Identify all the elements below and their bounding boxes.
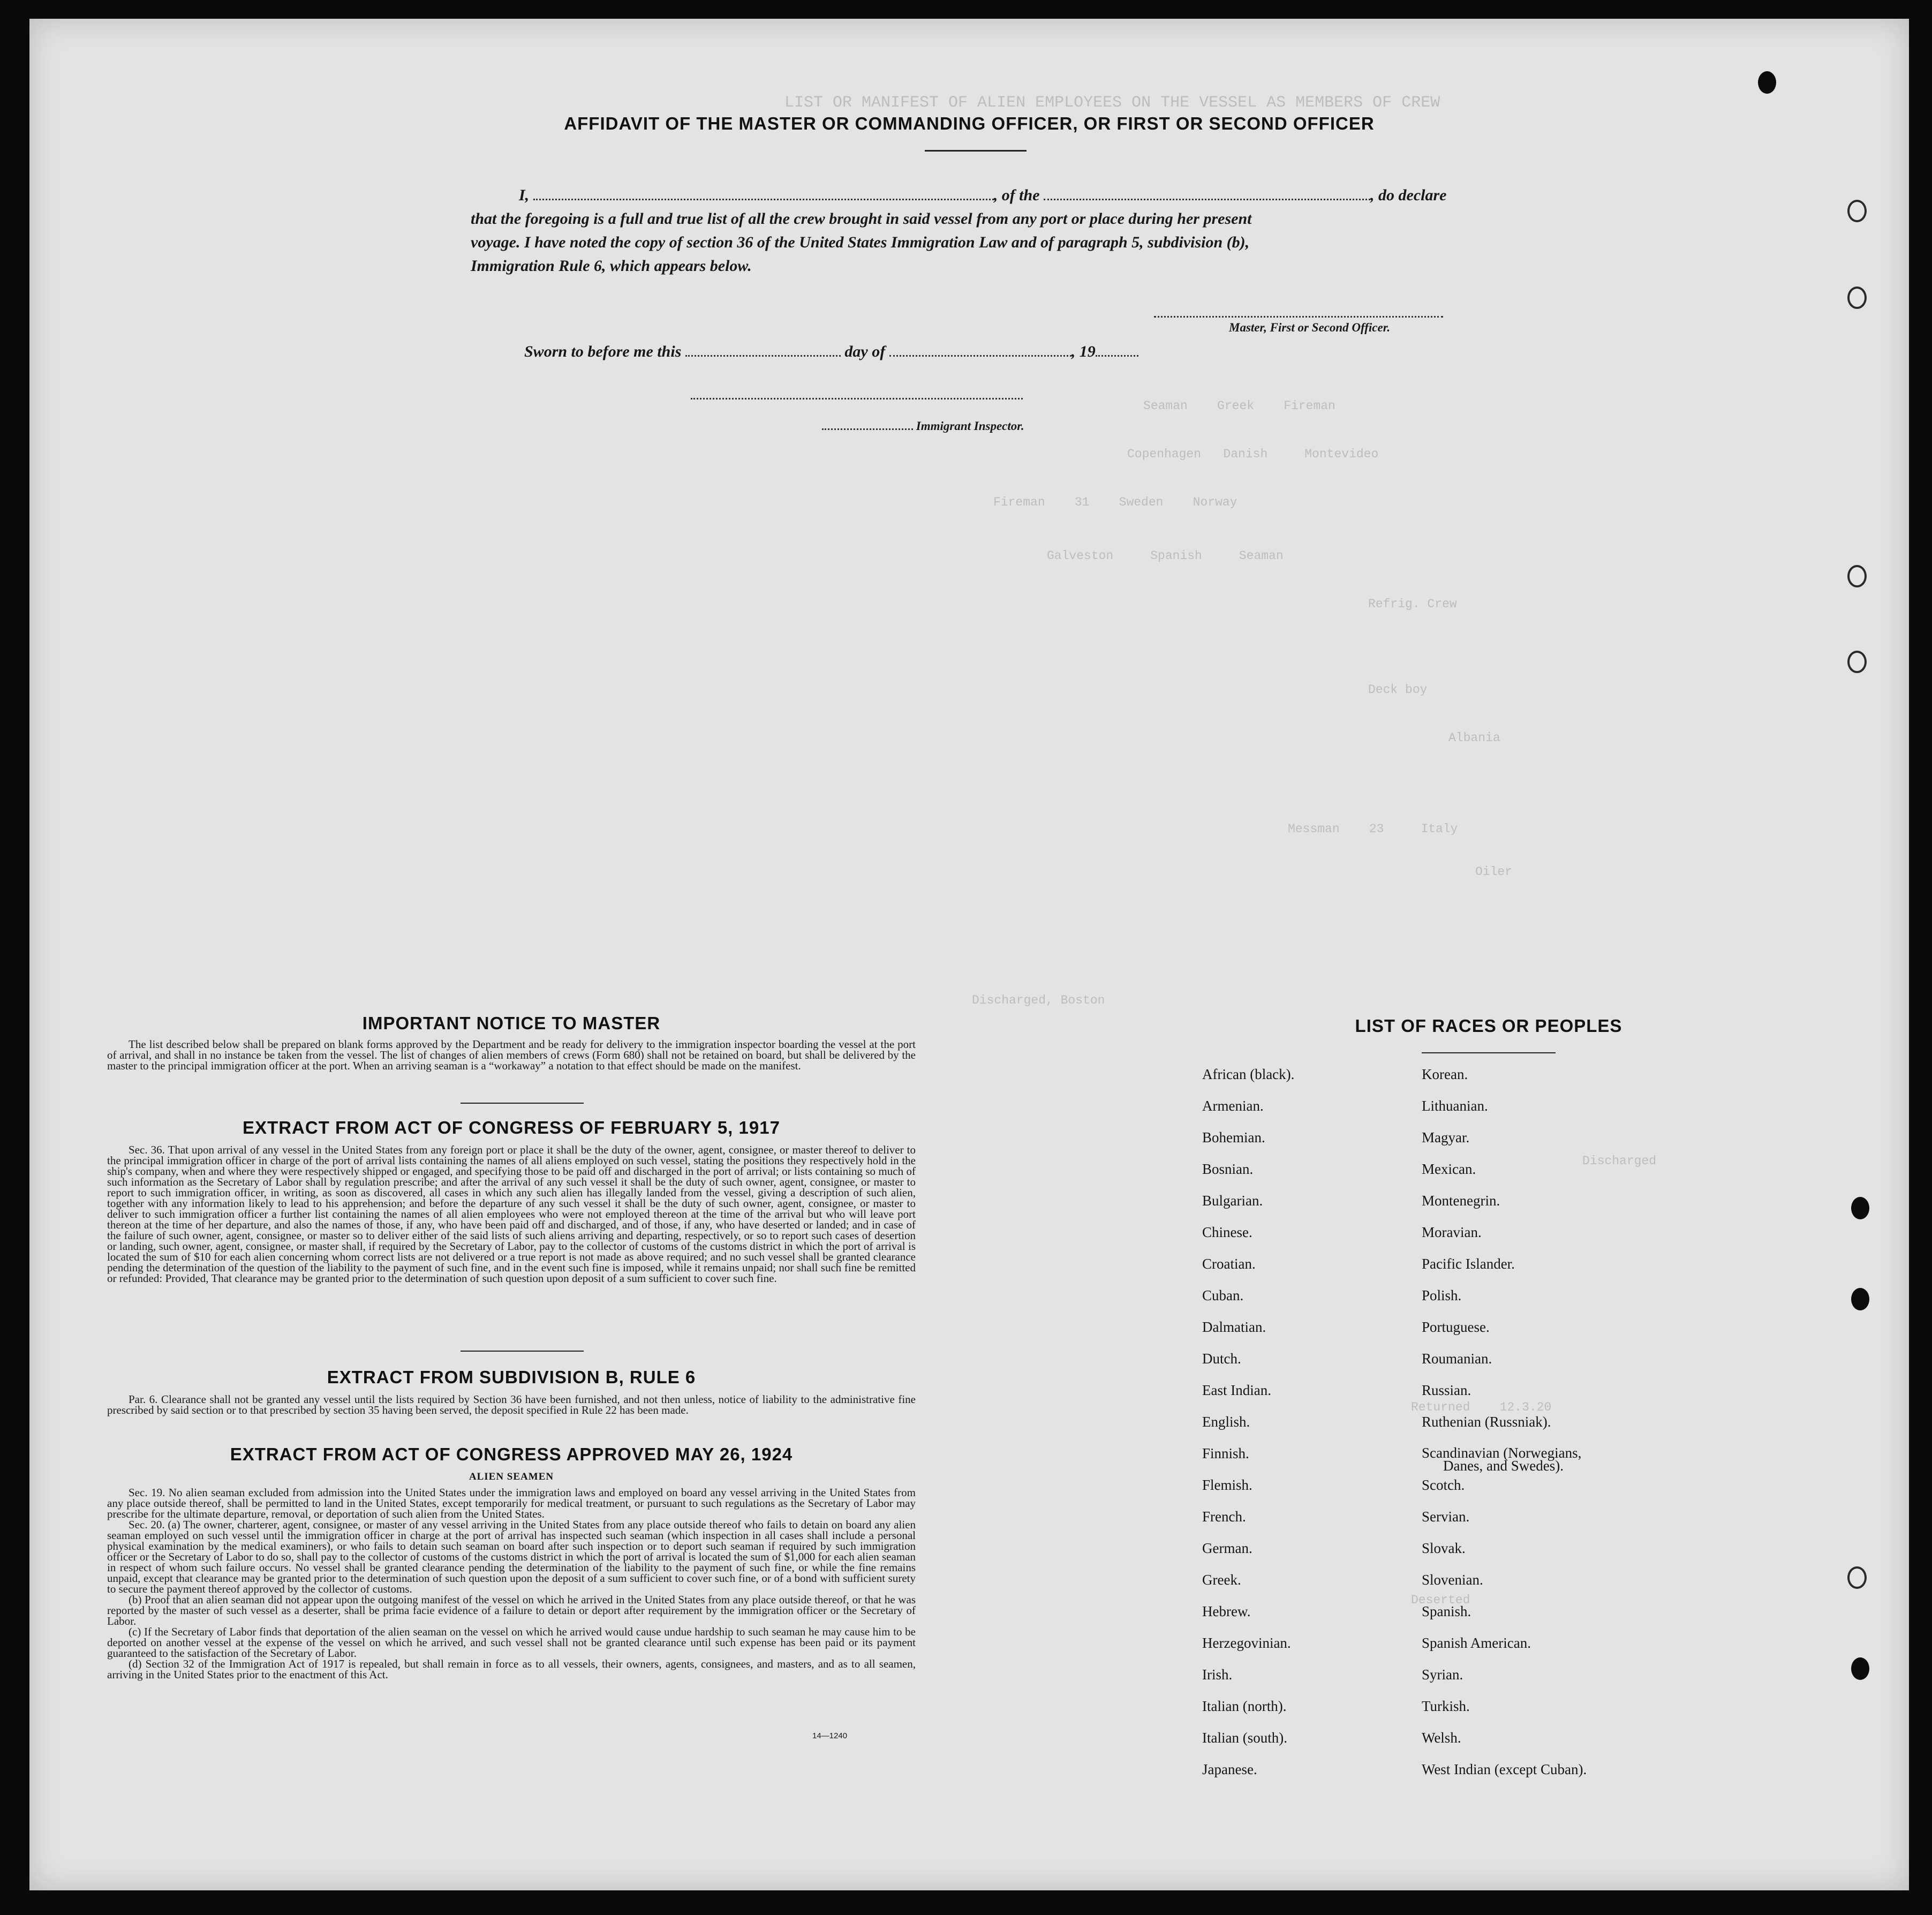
race-item: Finnish. [1202,1445,1249,1461]
race-item: West Indian (except Cuban). [1422,1761,1587,1777]
extract-1917-body [107,1144,916,1284]
sworn-day-blank[interactable] [685,355,841,357]
binder-hole [1847,287,1867,309]
extract-1917-rule [461,1351,584,1352]
affidavit-statement [471,184,1488,278]
extract-1917-title: EXTRACT FROM ACT OF CONGRESS OF FEBRUARY 5, 1917 [243,1118,780,1137]
race-item-continuation: Danes, and Swedes). [1443,1458,1564,1474]
race-item: Croatian. [1202,1256,1256,1272]
race-item: Ruthenian (Russniak). [1422,1414,1551,1430]
inspector-dots [822,428,913,430]
affidavit-title: AFFIDAVIT OF THE MASTER OR COMMANDING OFFICER, OR FIRST OR SECOND OFFICER [564,114,1375,133]
binder-hole [1847,200,1867,222]
affidavit-line-4: Immigration Rule 6, which appears below. [471,257,752,275]
sworn-month-blank[interactable] [889,355,1071,357]
affidavit-of-label: , of the [993,186,1040,204]
race-item: African (black). [1202,1066,1295,1082]
race-item: Lithuanian. [1422,1098,1488,1114]
race-item: Hebrew. [1202,1603,1251,1619]
form-page: LIST OR MANIFEST OF ALIEN EMPLOYEES ON THE VESSEL AS MEMBERS OF CREW Seaman Greek Fireman Copenhagen Danish Montevideo Fireman 31 Sweden Norway Galveston Spanish Seaman Refrig. Crew Deck boy Albania Messman 23 Italy Oiler Discharged, Boston Discharged Returned 12.3.20 Deserted AFFIDAVIT OF THE MASTER OR COMMANDING OFFICER, OR FIRST OR SECOND OFFICER I, , of the , do declare that the foregoing is a full and true list of all the crew brought in said vessel from any port or place during her present voyage. I have noted the copy of section 36 of the United States Immigration Law and of paragraph 5, subdivision (b), Immigration Rule 6, which appears below. Master, First or Second Officer. Sworn to before me this day of , 19 Immigrant Inspector. IMPORTANT NOTICE TO MASTER The list described below shall be prepared on blank forms approved by the Department and be ready for delivery to the immigration inspector boarding the vessel at the port of arrival, and shall in no instance be taken from the vessel. The list of changes of alien members of crews (Form 680) shall not be retained on board, but shall be delivered by the master to the principal immigration officer at the port. When an arriving seaman is a “workaway” a notation to that effect should be made on the manifest. EXTRACT FROM ACT OF CONGRESS OF FEBRUARY 5, 1917 Sec. 36. That upon arrival of any vessel in the United States from any foreign port or place it shall be the duty of the owner, agent, consignee, or master thereof to deliver to the principal immigration officer in charge of the port of arrival lists containing the names of all aliens employed on such vessel, stating the positions they respectively hold in the ship's company, when and where they were respectively shipped or engaged, and specifying those to be paid off and discharged in the port of arrival; or lists containing so much of such information as the Secretary of Labor shall by regulation prescribe; and after the arrival of any such vessel it shall be the duty of such owner, agent, consignee, or master to report to such immigration officer, in writing, as soon as discovered, all cases in which any such alien has illegally landed from the vessel, giving a description of such alien, together with any information likely to lead to his apprehension; and before the departure of any such vessel it shall be the duty of such owner, agent, consignee, or master to deliver to such immigration officer a further list containing the names of all alien employees who were not employed thereon at the time of the arrival but who will leave port thereon at the time of her departure, and also the names of those, if any, who have been paid off and discharged, and of those, if any, who have deserted or landed; and in case of the failure of such owner, agent, consignee, or master so to deliver either of the said lists of such aliens arriving and departing, respectively, or so to report such cases of desertion or landing, such owner, agent, consignee, or master shall, if required by the Secretary of Labor, pay to the collector of customs of the customs district in which the port of arrival is located the sum of $10 for each alien concerning whom correct lists are not delivered or a true report is not made as above required; and no such vessel shall be granted clearance pending the determination of the question of the liability to the payment of such fine, and in the event such fine is imposed, while it remains unpaid; nor shall such fine be remitted or refunded: Provided, That clearance may be granted prior to the determination of such question upon deposit of a sum sufficient to cover such fine. EXTRACT FROM SUBDIVISION B, RULE 6 Par. 6. Clearance shall not be granted any vessel until the lists required by Section 36 have been furnished, and not then unless, notice of liability to the administrative fine prescribed by said section or to that prescribed by section 35 having been served, the deposit specified in Rule 22 has been made. EXTRACT FROM ACT OF CONGRESS APPROVED MAY 26, 1924 ALIEN SEAMEN Sec. 19. No alien seaman excluded from admission into the United States under the immigration laws and employed on board any vessel arriving in the United States from any place outside thereof, shall be permitted to land in the United States, except temporarily for medical treatment, or pursuant to such regulations as the Secretary of Labor may prescribe for the ultimate departure, removal, or deportation of such alien from the United States. Sec. 20. (a) The owner, charterer, agent, consignee, or master of any vessel arriving in the United States from any place outside thereof who fails to detain on board any alien seaman employed on such vessel until the immigration officer in charge at the port of arrival has inspected such seaman (which inspection in all cases shall include a personal physical examination by the medical examiners), or who fails to detain such seaman on board after such inspection or to deport such seaman if required by such immigration officer or the Secretary of Labor to do so, shall pay to the collector of customs of the customs district in which the port of arrival is located the sum of $1,000 for each alien seaman in respect of whom such failure occurs. No vessel shall be granted clearance pending the determination of the liability to the payment of such fine, or while the fine remains unpaid, except that clearance may be granted prior to the determination of such question upon the deposit of a sum sufficient to cover such fine, or of a bond with sufficient surety to secure the payment thereof approved by the collector of customs. (b) Proof that an alien seaman did not appear upon the outgoing manifest of the vessel on which he arrived in the United States from any place outside thereof, or that he was reported by the master of such vessel as a deserter, shall be prima facie evidence of a failure to detain or deport after requirement by the immigration officer or the Secretary of Labor. (c) If the Secretary of Labor finds that deportation of the alien seaman on the vessel on which he arrived would cause undue hardship to such seaman he may cause him to be deported on another vessel at the expense of the vessel on which he arrived, and such vessel shall not be granted clearance until such expense has been paid or its payment guaranteed to the satisfaction of the Secretary of Labor. (d) Section 32 of the Immigration Act of 1917 is repealed, but shall remain in force as to all vessels, their owners, agents, consignees, and masters, and as to all seamen, arriving in the United States prior to the enactment of this Act. 14—1240 LIST OF RACES OR PEOPLES African (black). Armenian. Bohemian. Bosnian. Bulgarian. Chinese. Croatian. Cuban. Dalmatian. Dutch. East Indian. English. Finnish. Flemish. French. German. Greek. Hebrew. Herzegovinian. Irish. Italian (north). Italian (south). Japanese. Korean. Lithuanian. Magyar. Mexican. Montenegrin. Moravian. Pacific Islander. Polish. Portuguese. Roumanian. Russian. Ruthenian (Russniak). Scandinavian (Norwegians, Danes, and Swedes). Scotch. Servian. Slovak. Slovenian. Spanish. Spanish American. Syrian. Turkish. Welsh. West Indian (except Cuban). [29,19,1909,1890]
year-blank[interactable] [1096,355,1138,357]
notice-rule [461,1103,584,1104]
master-signature-label: Master, First or Second Officer. [1229,321,1391,334]
race-item: Pacific Islander. [1422,1256,1515,1272]
binder-hole [1847,1566,1867,1589]
race-item: Japanese. [1202,1761,1257,1777]
race-item: German. [1202,1540,1252,1556]
race-item: Cuban. [1202,1287,1244,1303]
race-item: Chinese. [1202,1224,1252,1240]
race-item: Spanish American. [1422,1635,1531,1651]
race-item: Slovenian. [1422,1572,1483,1588]
race-item: Dutch. [1202,1351,1241,1367]
race-item: Dalmatian. [1202,1319,1266,1335]
day-of-label: day of [844,343,886,360]
race-item: Scandinavian (Norwegians, Danes, and Swedes). [1422,1438,1587,1469]
race-item: English. [1202,1414,1250,1430]
race-item: French. [1202,1509,1246,1525]
affidavit-line-3: voyage. I have noted the copy of section 36 of the United States Immigration Law and of paragraph 5, subdivision (b), [471,233,1250,251]
race-item: Servian. [1422,1509,1470,1525]
race-item: Bosnian. [1202,1161,1254,1177]
race-item: Magyar. [1422,1129,1470,1145]
races-column-1 [1202,1059,1294,1785]
notice-body [107,1039,916,1071]
alien-seamen-subtitle: ALIEN SEAMEN [469,1471,554,1482]
race-item: Bohemian. [1202,1129,1265,1145]
race-item: Montenegrin. [1422,1193,1500,1209]
par-6-text: Par. 6. Clearance shall not be granted any vessel until the lists required by Section 36 have been furnished, and not then unless, notice of liability to the administrative fine prescribed by said section or to that prescribed by section 35 having been served, the deposit specified in Rule 22 has been made. [107,1393,916,1416]
race-item: Flemish. [1202,1477,1252,1493]
title-rule [925,150,1027,152]
race-item: East Indian. [1202,1382,1271,1398]
vessel-blank[interactable] [1044,199,1370,200]
race-item: Herzegovinian. [1202,1635,1291,1651]
race-item: Irish. [1202,1667,1233,1683]
binder-hole [1851,1197,1869,1219]
race-item: Russian. [1422,1382,1471,1398]
races-column-2 [1422,1059,1587,1785]
notice-text: The list described below shall be prepared on blank forms approved by the Department and be ready for delivery to the immigration inspector boarding the vessel at the port of arrival, and shall in no instance be taken from the vessel. The list of changes of alien members of crews (Form 680) shall not be retained on board, but shall be delivered by the master to the principal immigration officer at the port. When an arriving seaman is a “workaway” a notation to that effect should be made on the manifest. [107,1038,916,1072]
name-blank[interactable] [533,199,994,200]
extract-1924-title: EXTRACT FROM ACT OF CONGRESS APPROVED MAY 26, 1924 [230,1444,793,1464]
affidavit-line-2: that the foregoing is a full and true list of all the crew brought in said vessel from any port or place during her present [471,210,1252,228]
race-item: Roumanian. [1422,1351,1492,1367]
binder-hole [1847,565,1867,587]
notice-title: IMPORTANT NOTICE TO MASTER [362,1013,661,1033]
sec-20d-text: (d) Section 32 of the Immigration Act of 1917 is repealed, but shall remain in force as to all vessels, their owners, agents, consignees, and masters, and as to all seamen, arriving in the United States prior to the enactment of this Act. [107,1657,916,1681]
race-item: Turkish. [1422,1698,1470,1714]
sec-20a-text: Sec. 20. (a) The owner, charterer, agent, consignee, or master of any vessel arriving in the United States from any place outside thereof who fails to detain on board any alien seaman employed on such vessel until the immigration officer in charge at the port of arrival has inspected such seaman (which inspection in all cases shall include a personal physical examination by the medical examiners), or who fails to detain such seaman on board after such inspection or to deport such seaman if required by such immigration officer or the Secretary of Labor to do so, shall pay to the collector of customs of the customs district in which the port of arrival is located the sum of $1,000 for each alien seaman in respect of whom such failure occurs. No vessel shall be granted clearance pending the determination of the liability to the payment of such fine, or while the fine remains unpaid, except that clearance may be granted prior to the determination of such question upon the deposit of a sum sufficient to cover such fine, or of a bond with sufficient surety to secure the payment thereof approved by the collector of customs. [107,1518,916,1595]
race-item: Slovak. [1422,1540,1466,1556]
binder-hole [1758,71,1776,94]
affidavit-i-label: I, [519,186,530,204]
extract-rule6-body [107,1394,916,1415]
races-rule [1422,1052,1556,1053]
race-item: Spanish. [1422,1603,1471,1619]
race-item: Korean. [1422,1066,1468,1082]
binder-hole [1851,1657,1869,1680]
master-signature-line[interactable] [1154,316,1443,318]
sec-19-text: Sec. 19. No alien seaman excluded from admission into the United States under the immigration laws and employed on board any vessel arriving in the United States from any place outside thereof, shall be permitted to land in the United States, except temporarily for medical treatment, or pursuant to such regulations as the Secretary of Labor may prescribe for the ultimate departure, removal, or deportation of such alien from the United States. [107,1486,916,1520]
race-item: Scotch. [1422,1477,1465,1493]
affidavit-declare-label: , do declare [1370,186,1447,204]
race-item: Mexican. [1422,1161,1476,1177]
race-item: Italian (north). [1202,1698,1287,1714]
sworn-label: Sworn to before me this [524,343,682,360]
race-item: Greek. [1202,1572,1241,1588]
inspector-label-wrap [822,419,1024,433]
race-item: Armenian. [1202,1098,1264,1114]
sec-20c-text: (c) If the Secretary of Labor finds that deportation of the alien seaman on the vessel on which he arrived would cause undue hardship to such seaman he may cause him to be deported on another vessel at the expense of the vessel on which he arrived, and such vessel shall not be granted clearance until such expense has been paid or its payment guaranteed to the satisfaction of the Secretary of Labor. [107,1625,916,1660]
races-title: LIST OF RACES OR PEOPLES [1355,1016,1622,1036]
race-item: Bulgarian. [1202,1193,1263,1209]
sec-20b-text: (b) Proof that an alien seaman did not appear upon the outgoing manifest of the vessel on which he arrived in the United States from any place outside thereof, or that he was reported by the master of such vessel as a deserter, shall be prima facie evidence of a failure to detain or deport after requirement by the immigration officer or the Secretary of Labor. [107,1593,916,1627]
inspector-label: Immigrant Inspector. [916,419,1024,433]
race-item: Moravian. [1422,1224,1482,1240]
inspector-signature-line[interactable] [691,398,1023,399]
extract-1924-body [107,1487,916,1680]
year-label: , 19 [1071,343,1096,360]
race-item: Syrian. [1422,1667,1463,1683]
sec-36-text: Sec. 36. That upon arrival of any vessel in the United States from any foreign port or place it shall be the duty of the owner, agent, consignee, or master thereof to deliver to the principal immigration officer in charge of the port of arrival lists containing the names of all aliens employed on such vessel, stating the positions they respectively hold in the ship's company, when and where they were respectively shipped or engaged, and specifying those to be paid off and discharged in the port of arrival; or lists containing so much of such information as the Secretary of Labor shall by regulation prescribe; and after the arrival of any such vessel it shall be the duty of such owner, agent, consignee, or master to report to such immigration officer, in writing, as soon as discovered, all cases in which any such alien has illegally landed from the vessel, giving a description of such alien, together with any information likely to lead to his apprehension; and before the departure of any such vessel it shall be the duty of such owner, agent, consignee, or master to deliver to such immigration officer a further list containing the names of all alien employees who were not employed thereon at the time of the arrival but who will leave port thereon at the time of her departure, and also the names of those, if any, who have been paid off and discharged, and of those, if any, who have deserted or landed; and in case of the failure of such owner, agent, consignee, or master so to deliver either of the said lists of such aliens arriving and departing, respectively, or so to report such cases of desertion or landing, such owner, agent, consignee, or master shall, if required by the Secretary of Labor, pay to the collector of customs of the customs district in which the port of arrival is located the sum of $10 for each alien concerning whom correct lists are not delivered or a true report is not made as above required; and no such vessel shall be granted clearance pending the determination of the question of the liability to the payment of such fine, and in the event such fine is imposed, while it remains unpaid; nor shall such fine be remitted or refunded: Provided, That clearance may be granted prior to the determination of such question upon deposit of a sum sufficient to cover such fine. [107,1143,916,1285]
race-item: Portuguese. [1422,1319,1490,1335]
form-number: 14—1240 [812,1731,848,1740]
race-item: Polish. [1422,1287,1462,1303]
race-item: Italian (south). [1202,1730,1287,1746]
binder-hole [1847,651,1867,673]
sworn-line [524,343,1138,361]
race-item: Welsh. [1422,1730,1461,1746]
binder-hole [1851,1288,1869,1310]
extract-rule6-title: EXTRACT FROM SUBDIVISION B, RULE 6 [327,1367,696,1387]
